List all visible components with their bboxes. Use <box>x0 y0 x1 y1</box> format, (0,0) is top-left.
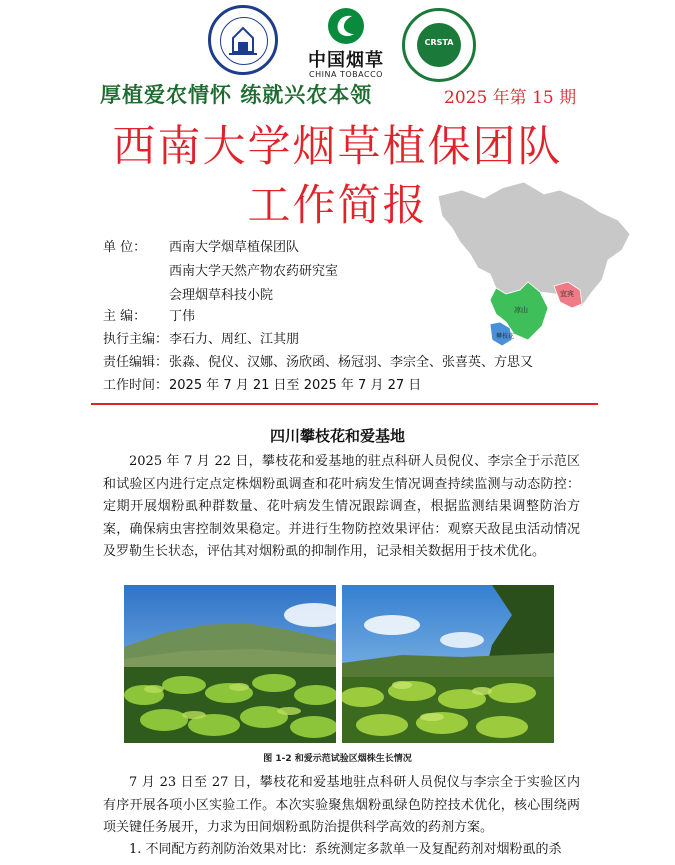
info-unit-line1: 西南大学烟草植保团队 <box>169 240 300 255</box>
photo-tobacco-field-2 <box>342 585 554 743</box>
red-divider <box>91 403 598 405</box>
info-time-key: 工作时间： <box>103 378 169 393</box>
info-editor <box>103 309 195 325</box>
info-time-value: 2025 年 7 月 21 日至 2025 年 7 月 27 日 <box>169 378 422 393</box>
issue-number: 2025 年第 15 期 <box>444 88 577 108</box>
info-resp <box>103 355 533 371</box>
map-label-panzhihua: 攀枝花 <box>496 333 515 340</box>
info-editor-key: 主 编： <box>103 309 147 324</box>
photo-tobacco-field-1 <box>124 585 336 743</box>
info-unit-line3: 会理烟草科技小院 <box>169 288 274 303</box>
crsta-label: CRSTA <box>424 38 454 47</box>
china-tobacco-logo <box>296 8 396 78</box>
paragraph-3: 1. 不同配方药剂防治效果对比：系统测定多款单一及复配药剂对烟粉虱的杀 <box>129 842 562 857</box>
crsta-logo <box>402 8 476 82</box>
section-title: 四川攀枝花和爱基地 <box>269 427 405 445</box>
info-unit-line2: 西南大学天然产物农药研究室 <box>169 264 339 279</box>
info-time <box>103 378 421 394</box>
map-label-liangshan: 凉山 <box>514 306 528 314</box>
bulletin-title-line1: 西南大学烟草植保团队 <box>112 122 563 172</box>
southwest-university-logo <box>208 5 278 75</box>
info-exec <box>103 332 299 348</box>
figure-caption: 图 1-2 和爱示范试验区烟株生长情况 <box>263 754 412 764</box>
info-exec-value: 李石力、周红、江其朋 <box>169 332 300 347</box>
china-tobacco-en: CHINA TOBACCO <box>309 70 383 79</box>
paragraph-2: 7 月 23 日至 27 日，攀枝花和爱基地驻点科研人员倪仪与李宗全于实验区内有序开展各项小区实验工作。本次实验聚焦烟粉虱绿色防控技术优化，核心围绕两项关键任务展开，力求为田间烟粉虱防治提供科学高效的药剂方案。 <box>103 775 580 835</box>
paragraph-1: 2025 年 7 月 22 日，攀枝花和爱基地的驻点科研人员倪仪、李宗全于示范区和试验区内进行定点定株烟粉虱调查和花叶病发生情况调查持续监测与动态防控：定期开展烟粉虱种群数量、花叶病发生情况跟踪调查，根据监测结果调整防治方案，确保病虫害控制效果稳定。并进行生物防控效果评估：观察天敌昆虫活动情况及罗勒生长状态，评估其对烟粉虱的抑制作用，记录相关数据用于技术优化。 <box>103 454 580 559</box>
info-editor-value: 丁伟 <box>169 309 196 324</box>
bulletin-title-line2: 工作简报 <box>247 181 428 231</box>
info-resp-value: 张淼、倪仪、汉娜、汤欣函、杨冠羽、李宗全、张喜英、方思又 <box>169 355 534 370</box>
info-exec-key: 执行主编： <box>103 332 169 347</box>
map-label-yibin: 宜宾 <box>560 290 574 298</box>
info-unit <box>103 240 299 256</box>
info-unit-key: 单 位： <box>103 240 147 255</box>
sichuan-map <box>432 176 632 356</box>
info-resp-key: 责任编辑： <box>103 355 169 370</box>
china-tobacco-name: 中国烟草 <box>308 50 384 71</box>
slogan: 厚植爱农情怀 练就兴农本领 <box>100 83 373 107</box>
china-tobacco-leaf-icon <box>328 8 364 44</box>
